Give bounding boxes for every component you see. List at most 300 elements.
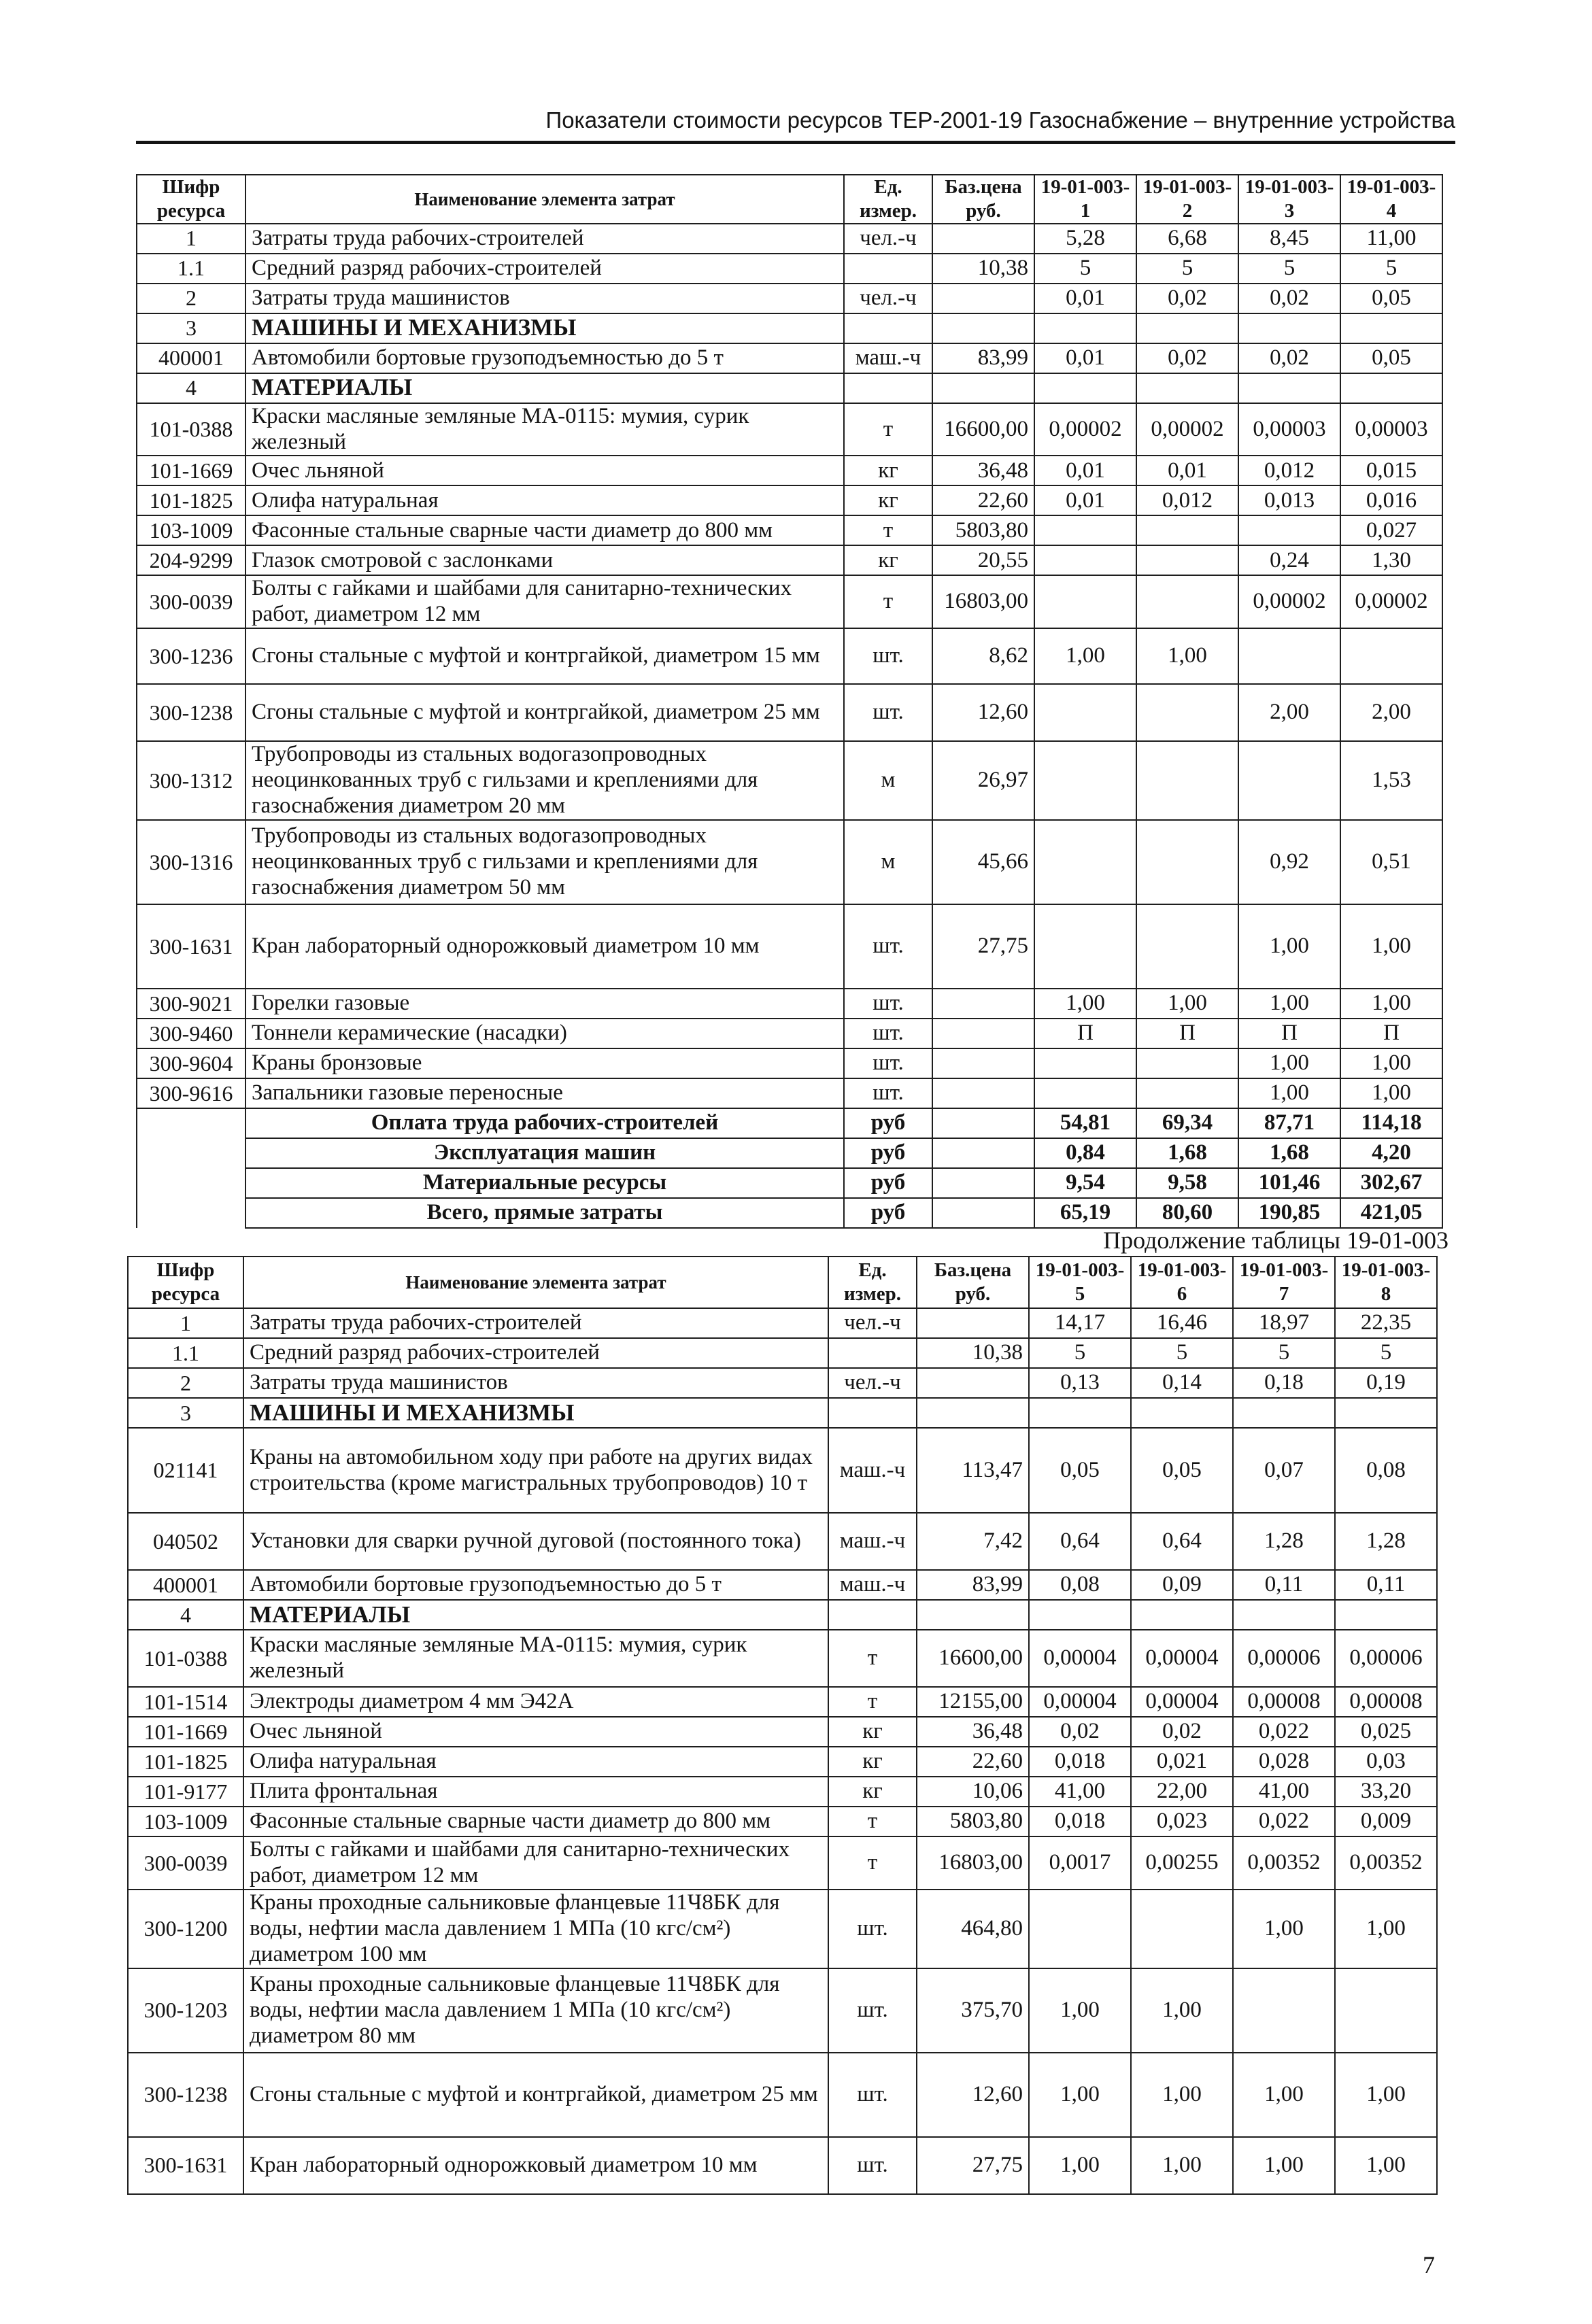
norm-value: 0,02	[1238, 284, 1340, 313]
table-row	[137, 684, 1442, 741]
element-name: Фасонные стальные сварные части диаметр до 800 мм	[243, 1807, 828, 1836]
norm-value: 5	[1131, 1338, 1233, 1368]
unit-cell: шт.	[828, 2053, 917, 2137]
norm-value	[1034, 515, 1136, 545]
unit-cell: м	[844, 820, 932, 904]
norm-value: 2,00	[1238, 684, 1340, 741]
norm-value	[1034, 1078, 1136, 1108]
norm-value: 54,81	[1034, 1108, 1136, 1138]
table-row	[128, 1968, 1437, 2053]
norm-value: 0,00352	[1335, 1836, 1437, 1890]
unit-cell: шт.	[844, 628, 932, 684]
norm-value: 1,00	[1136, 989, 1238, 1019]
total-row	[137, 1138, 1442, 1168]
norm-value: 0,01	[1034, 343, 1136, 373]
element-name: Оплата труда рабочих-строителей	[245, 1108, 844, 1138]
norm-value: 1,53	[1340, 741, 1442, 820]
base-price: 27,75	[932, 904, 1034, 989]
unit-cell: м	[844, 741, 932, 820]
header-norm-2: 19-01-003-6	[1131, 1257, 1233, 1308]
unit-cell: чел.-ч	[828, 1368, 917, 1398]
page-header-title: Показатели стоимости ресурсов ТЕР-2001-19 Газоснабжение – внутренние устройства	[545, 107, 1455, 133]
header-norm-2: 19-01-003-2	[1136, 175, 1238, 224]
table-row	[137, 820, 1442, 904]
resource-code: 101-1669	[128, 1717, 243, 1747]
norm-value: 0,028	[1233, 1747, 1335, 1777]
unit-cell: руб	[844, 1198, 932, 1228]
base-price: 16803,00	[932, 575, 1034, 628]
resource-code: 300-1203	[128, 1968, 243, 2053]
base-price	[932, 1198, 1034, 1228]
page-number: 7	[1423, 2251, 1435, 2278]
norm-value: 0,00002	[1136, 403, 1238, 456]
norm-value: 0,64	[1029, 1513, 1131, 1570]
unit-cell	[828, 1338, 917, 1368]
norm-value: 0,00008	[1233, 1687, 1335, 1717]
norm-value: 0,14	[1131, 1368, 1233, 1398]
element-name: Сгоны стальные с муфтой и контргайкой, диаметром 25 мм	[243, 2053, 828, 2137]
norm-value: 1,00	[1131, 2053, 1233, 2137]
unit-cell: шт.	[828, 1890, 917, 1968]
element-name: Затраты труда машинистов	[243, 1368, 828, 1398]
unit-cell	[828, 1600, 917, 1630]
table-row	[137, 741, 1442, 820]
base-price: 45,66	[932, 820, 1034, 904]
element-name: Трубопроводы из стальных водогазопроводных неоцинкованных труб с гильзами и креплениями для газоснабжения диаметром 20 мм	[245, 741, 844, 820]
norm-value	[1238, 313, 1340, 343]
resource-code: 103-1009	[128, 1807, 243, 1836]
element-name: Сгоны стальные с муфтой и контргайкой, диаметром 25 мм	[245, 684, 844, 741]
norm-value	[1136, 1048, 1238, 1078]
unit-cell: шт.	[844, 1048, 932, 1078]
resource-code: 1	[128, 1308, 243, 1338]
resource-code: 4	[137, 373, 245, 403]
table-row	[128, 1687, 1437, 1717]
resource-code: 040502	[128, 1513, 243, 1570]
unit-cell: кг	[828, 1717, 917, 1747]
element-name: Тоннели керамические (насадки)	[245, 1019, 844, 1048]
base-price	[932, 224, 1034, 254]
resource-code: 400001	[137, 343, 245, 373]
norm-value	[1335, 1968, 1437, 2053]
norm-value: 1,00	[1340, 989, 1442, 1019]
table-row	[128, 1890, 1437, 1968]
unit-cell: чел.-ч	[844, 284, 932, 313]
element-name: Автомобили бортовые грузоподъемностью до 5 т	[245, 343, 844, 373]
norm-value: 0,84	[1034, 1138, 1136, 1168]
norm-value: 0,00002	[1340, 575, 1442, 628]
norm-value: 0,027	[1340, 515, 1442, 545]
base-price	[932, 1108, 1034, 1138]
norm-value: П	[1340, 1019, 1442, 1048]
header-unit: Ед. измер.	[844, 175, 932, 224]
unit-cell: шт.	[844, 1078, 932, 1108]
element-name: Очес льняной	[243, 1717, 828, 1747]
unit-cell: т	[828, 1687, 917, 1717]
element-name: Краски масляные земляные МА-0115: мумия, сурик железный	[245, 403, 844, 456]
norm-value: 1,00	[1131, 2137, 1233, 2194]
base-price: 26,97	[932, 741, 1034, 820]
norm-value: 0,51	[1340, 820, 1442, 904]
base-price: 16600,00	[917, 1630, 1029, 1687]
resource-code: 204-9299	[137, 545, 245, 575]
norm-value: 69,34	[1136, 1108, 1238, 1138]
norm-value: 1,00	[1029, 1968, 1131, 2053]
norm-value: 0,02	[1136, 284, 1238, 313]
norm-value: 0,012	[1238, 456, 1340, 485]
resource-code: 400001	[128, 1570, 243, 1600]
element-name: Глазок смотровой с заслонками	[245, 545, 844, 575]
norm-value: 1,00	[1233, 2053, 1335, 2137]
norm-value: 0,08	[1029, 1570, 1131, 1600]
element-name: Кран лабораторный однорожковый диаметром 10 мм	[245, 904, 844, 989]
base-price	[932, 1138, 1034, 1168]
header-code: Шифр ресурса	[128, 1257, 243, 1308]
unit-cell: руб	[844, 1168, 932, 1198]
element-name: Горелки газовые	[245, 989, 844, 1019]
table-row	[137, 628, 1442, 684]
norm-value: 4,20	[1340, 1138, 1442, 1168]
norm-value: 1,00	[1340, 1048, 1442, 1078]
unit-cell: т	[828, 1630, 917, 1687]
resource-code: 300-9616	[137, 1078, 245, 1108]
header-price: Баз.цена руб.	[917, 1257, 1029, 1308]
norm-value: 0,018	[1029, 1807, 1131, 1836]
norm-value: 5	[1034, 254, 1136, 284]
header-norm-3: 19-01-003-3	[1238, 175, 1340, 224]
norm-value	[1034, 741, 1136, 820]
table-row	[128, 1630, 1437, 1687]
resource-table-1	[136, 174, 1443, 1229]
element-name: МАШИНЫ И МЕХАНИЗМЫ	[243, 1398, 828, 1428]
norm-value	[1233, 1600, 1335, 1630]
unit-cell: т	[844, 403, 932, 456]
norm-value: 6,68	[1136, 224, 1238, 254]
table-row	[128, 1747, 1437, 1777]
resource-code: 300-9460	[137, 1019, 245, 1048]
table-row	[137, 1048, 1442, 1078]
base-price: 7,42	[917, 1513, 1029, 1570]
resource-code: 103-1009	[137, 515, 245, 545]
base-price: 22,60	[932, 485, 1034, 515]
base-price: 113,47	[917, 1428, 1029, 1513]
base-price: 83,99	[932, 343, 1034, 373]
norm-value: 22,00	[1131, 1777, 1233, 1807]
norm-value: 1,00	[1335, 2137, 1437, 2194]
norm-value: 0,023	[1131, 1807, 1233, 1836]
element-name: Краны проходные сальниковые фланцевые 11Ч8БК для воды, нефтии масла давлением 1 МПа (10 кгс/см²) диаметром 100 мм	[243, 1890, 828, 1968]
norm-value: 5	[1340, 254, 1442, 284]
norm-value	[1238, 515, 1340, 545]
section-row	[128, 1600, 1437, 1630]
base-price: 8,62	[932, 628, 1034, 684]
unit-cell	[844, 313, 932, 343]
element-name: МАТЕРИАЛЫ	[245, 373, 844, 403]
norm-value: 0,02	[1131, 1717, 1233, 1747]
resource-code: 1	[137, 224, 245, 254]
element-name: Материальные ресурсы	[245, 1168, 844, 1198]
table-row	[137, 456, 1442, 485]
table-row	[137, 1019, 1442, 1048]
unit-cell: кг	[828, 1777, 917, 1807]
element-name: Средний разряд рабочих-строителей	[243, 1338, 828, 1368]
unit-cell: т	[828, 1807, 917, 1836]
norm-value: 1,00	[1335, 1890, 1437, 1968]
norm-value: 1,00	[1029, 2053, 1131, 2137]
table-row	[128, 1428, 1437, 1513]
element-name: Краны на автомобильном ходу при работе на других видах строительства (кроме магистральных трубопроводов) 10 т	[243, 1428, 828, 1513]
resource-code: 1.1	[128, 1338, 243, 1368]
norm-value: 0,64	[1131, 1513, 1233, 1570]
norm-value	[1335, 1600, 1437, 1630]
resource-code: 101-1514	[128, 1687, 243, 1717]
unit-cell: т	[844, 575, 932, 628]
header-name: Наименование элемента затрат	[245, 175, 844, 224]
table-row	[128, 1368, 1437, 1398]
base-price: 36,48	[932, 456, 1034, 485]
norm-value	[1340, 628, 1442, 684]
norm-value: 1,00	[1238, 904, 1340, 989]
table-row	[128, 1513, 1437, 1570]
norm-value	[1029, 1890, 1131, 1968]
norm-value: 41,00	[1029, 1777, 1131, 1807]
norm-value	[1034, 575, 1136, 628]
resource-code: 2	[137, 284, 245, 313]
section-row	[128, 1398, 1437, 1428]
resource-code	[137, 1168, 245, 1198]
resource-code: 300-1238	[128, 2053, 243, 2137]
base-price: 12155,00	[917, 1687, 1029, 1717]
section-row	[137, 373, 1442, 403]
norm-value	[1238, 741, 1340, 820]
header-name: Наименование элемента затрат	[243, 1257, 828, 1308]
table-row	[137, 989, 1442, 1019]
norm-value	[1238, 373, 1340, 403]
norm-value	[1233, 1398, 1335, 1428]
norm-value: 0,03	[1335, 1747, 1437, 1777]
table-row	[128, 1836, 1437, 1890]
norm-value	[1136, 1078, 1238, 1108]
table-row	[137, 403, 1442, 456]
header-price: Баз.цена руб.	[932, 175, 1034, 224]
element-name: Плита фронтальная	[243, 1777, 828, 1807]
resource-code: 300-9604	[137, 1048, 245, 1078]
resource-code: 300-1631	[137, 904, 245, 989]
header-unit: Ед. измер.	[828, 1257, 917, 1308]
norm-value	[1034, 373, 1136, 403]
norm-value: 0,00004	[1131, 1687, 1233, 1717]
norm-value	[1340, 313, 1442, 343]
table-row	[137, 515, 1442, 545]
norm-value: 0,02	[1238, 343, 1340, 373]
norm-value	[1034, 1048, 1136, 1078]
norm-value	[1340, 373, 1442, 403]
norm-value: 1,00	[1131, 1968, 1233, 2053]
table-row	[137, 343, 1442, 373]
norm-value	[1029, 1600, 1131, 1630]
norm-value	[1136, 313, 1238, 343]
norm-value: 0,022	[1233, 1807, 1335, 1836]
unit-cell: руб	[844, 1138, 932, 1168]
resource-code: 1.1	[137, 254, 245, 284]
norm-value	[1034, 684, 1136, 741]
header-norm-3: 19-01-003-7	[1233, 1257, 1335, 1308]
norm-value: 0,00352	[1233, 1836, 1335, 1890]
element-name: МАШИНЫ И МЕХАНИЗМЫ	[245, 313, 844, 343]
norm-value: 1,00	[1233, 2137, 1335, 2194]
norm-value: 0,13	[1029, 1368, 1131, 1398]
element-name: Всего, прямые затраты	[245, 1198, 844, 1228]
norm-value: 80,60	[1136, 1198, 1238, 1228]
norm-value: 0,00255	[1131, 1836, 1233, 1890]
norm-value: 1,00	[1340, 904, 1442, 989]
resource-code: 300-1316	[137, 820, 245, 904]
unit-cell: кг	[828, 1747, 917, 1777]
norm-value: 0,18	[1233, 1368, 1335, 1398]
norm-value: 87,71	[1238, 1108, 1340, 1138]
norm-value	[1136, 741, 1238, 820]
norm-value: 1,68	[1136, 1138, 1238, 1168]
norm-value: 0,00006	[1335, 1630, 1437, 1687]
norm-value: 1,68	[1238, 1138, 1340, 1168]
norm-value: 0,92	[1238, 820, 1340, 904]
norm-value	[1136, 515, 1238, 545]
unit-cell: маш.-ч	[844, 343, 932, 373]
norm-value: 0,018	[1029, 1747, 1131, 1777]
unit-cell: маш.-ч	[828, 1428, 917, 1513]
norm-value: 0,00008	[1335, 1687, 1437, 1717]
element-name: Затраты труда рабочих-строителей	[245, 224, 844, 254]
norm-value: 0,021	[1131, 1747, 1233, 1777]
base-price: 12,60	[932, 684, 1034, 741]
element-name: Средний разряд рабочих-строителей	[245, 254, 844, 284]
base-price: 27,75	[917, 2137, 1029, 2194]
table-row	[137, 485, 1442, 515]
norm-value: 33,20	[1335, 1777, 1437, 1807]
element-name: Затраты труда рабочих-строителей	[243, 1308, 828, 1338]
norm-value: 190,85	[1238, 1198, 1340, 1228]
base-price: 5803,80	[917, 1807, 1029, 1836]
unit-cell	[844, 373, 932, 403]
element-name: Олифа натуральная	[243, 1747, 828, 1777]
element-name: Запальники газовые переносные	[245, 1078, 844, 1108]
base-price: 464,80	[917, 1890, 1029, 1968]
element-name: Электроды диаметром 4 мм Э42А	[243, 1687, 828, 1717]
norm-value: П	[1136, 1019, 1238, 1048]
table-row	[137, 575, 1442, 628]
norm-value	[1029, 1398, 1131, 1428]
norm-value: 0,09	[1131, 1570, 1233, 1600]
norm-value	[1136, 545, 1238, 575]
unit-cell: шт.	[844, 1019, 932, 1048]
norm-value: 1,28	[1335, 1513, 1437, 1570]
base-price	[932, 284, 1034, 313]
norm-value: 0,022	[1233, 1717, 1335, 1747]
resource-code: 101-1669	[137, 456, 245, 485]
norm-value: 0,00004	[1029, 1630, 1131, 1687]
table-row	[137, 254, 1442, 284]
norm-value: 114,18	[1340, 1108, 1442, 1138]
table-row	[137, 904, 1442, 989]
norm-value: 9,54	[1034, 1168, 1136, 1198]
norm-value: 0,00006	[1233, 1630, 1335, 1687]
norm-value: 0,05	[1340, 284, 1442, 313]
norm-value: 0,015	[1340, 456, 1442, 485]
norm-value: 1,00	[1335, 2053, 1437, 2137]
base-price	[932, 1048, 1034, 1078]
resource-code: 300-0039	[128, 1836, 243, 1890]
resource-code: 101-9177	[128, 1777, 243, 1807]
base-price	[917, 1600, 1029, 1630]
norm-value: 0,0017	[1029, 1836, 1131, 1890]
element-name: Кран лабораторный однорожковый диаметром 10 мм	[243, 2137, 828, 2194]
resource-code: 300-9021	[137, 989, 245, 1019]
table-row	[128, 1338, 1437, 1368]
norm-value: 5,28	[1034, 224, 1136, 254]
norm-value: 0,01	[1034, 284, 1136, 313]
norm-value: 0,24	[1238, 545, 1340, 575]
norm-value: 1,00	[1238, 989, 1340, 1019]
resource-code: 300-1236	[137, 628, 245, 684]
base-price: 16600,00	[932, 403, 1034, 456]
unit-cell	[844, 254, 932, 284]
norm-value: 0,025	[1335, 1717, 1437, 1747]
table-row	[128, 2137, 1437, 2194]
norm-value: 18,97	[1233, 1308, 1335, 1338]
norm-value: 0,012	[1136, 485, 1238, 515]
norm-value: 11,00	[1340, 224, 1442, 254]
element-name: Затраты труда машинистов	[245, 284, 844, 313]
resource-code: 101-0388	[128, 1630, 243, 1687]
header-row	[128, 1257, 1437, 1308]
element-name: Эксплуатация машин	[245, 1138, 844, 1168]
total-row	[137, 1108, 1442, 1138]
base-price: 5803,80	[932, 515, 1034, 545]
base-price: 10,06	[917, 1777, 1029, 1807]
table-row	[137, 545, 1442, 575]
norm-value	[1136, 373, 1238, 403]
element-name: Олифа натуральная	[245, 485, 844, 515]
base-price	[917, 1308, 1029, 1338]
resource-code: 300-1200	[128, 1890, 243, 1968]
norm-value: 0,05	[1340, 343, 1442, 373]
norm-value: 1,00	[1238, 1078, 1340, 1108]
norm-value	[1131, 1398, 1233, 1428]
norm-value: 8,45	[1238, 224, 1340, 254]
continuation-note: Продолжение таблицы 19-01-003	[1103, 1227, 1449, 1254]
unit-cell: руб	[844, 1108, 932, 1138]
norm-value: 0,00002	[1238, 575, 1340, 628]
resource-code: 3	[128, 1398, 243, 1428]
element-name: Краны бронзовые	[245, 1048, 844, 1078]
table-row	[137, 1078, 1442, 1108]
unit-cell: шт.	[844, 684, 932, 741]
base-price: 10,38	[932, 254, 1034, 284]
norm-value: 1,00	[1136, 628, 1238, 684]
norm-value: П	[1238, 1019, 1340, 1048]
resource-code: 101-1825	[128, 1747, 243, 1777]
norm-value: 16,46	[1131, 1308, 1233, 1338]
norm-value: 5	[1136, 254, 1238, 284]
norm-value: 0,01	[1034, 485, 1136, 515]
element-name: Краски масляные земляные МА-0115: мумия, сурик железный	[243, 1630, 828, 1687]
element-name: Фасонные стальные сварные части диаметр до 800 мм	[245, 515, 844, 545]
element-name: Болты с гайками и шайбами для санитарно-технических работ, диаметром 12 мм	[245, 575, 844, 628]
norm-value: 1,00	[1238, 1048, 1340, 1078]
norm-value	[1136, 904, 1238, 989]
element-name: Краны проходные сальниковые фланцевые 11Ч8БК для воды, нефтии масла давлением 1 МПа (10 кгс/см²) диаметром 80 мм	[243, 1968, 828, 2053]
norm-value	[1238, 628, 1340, 684]
